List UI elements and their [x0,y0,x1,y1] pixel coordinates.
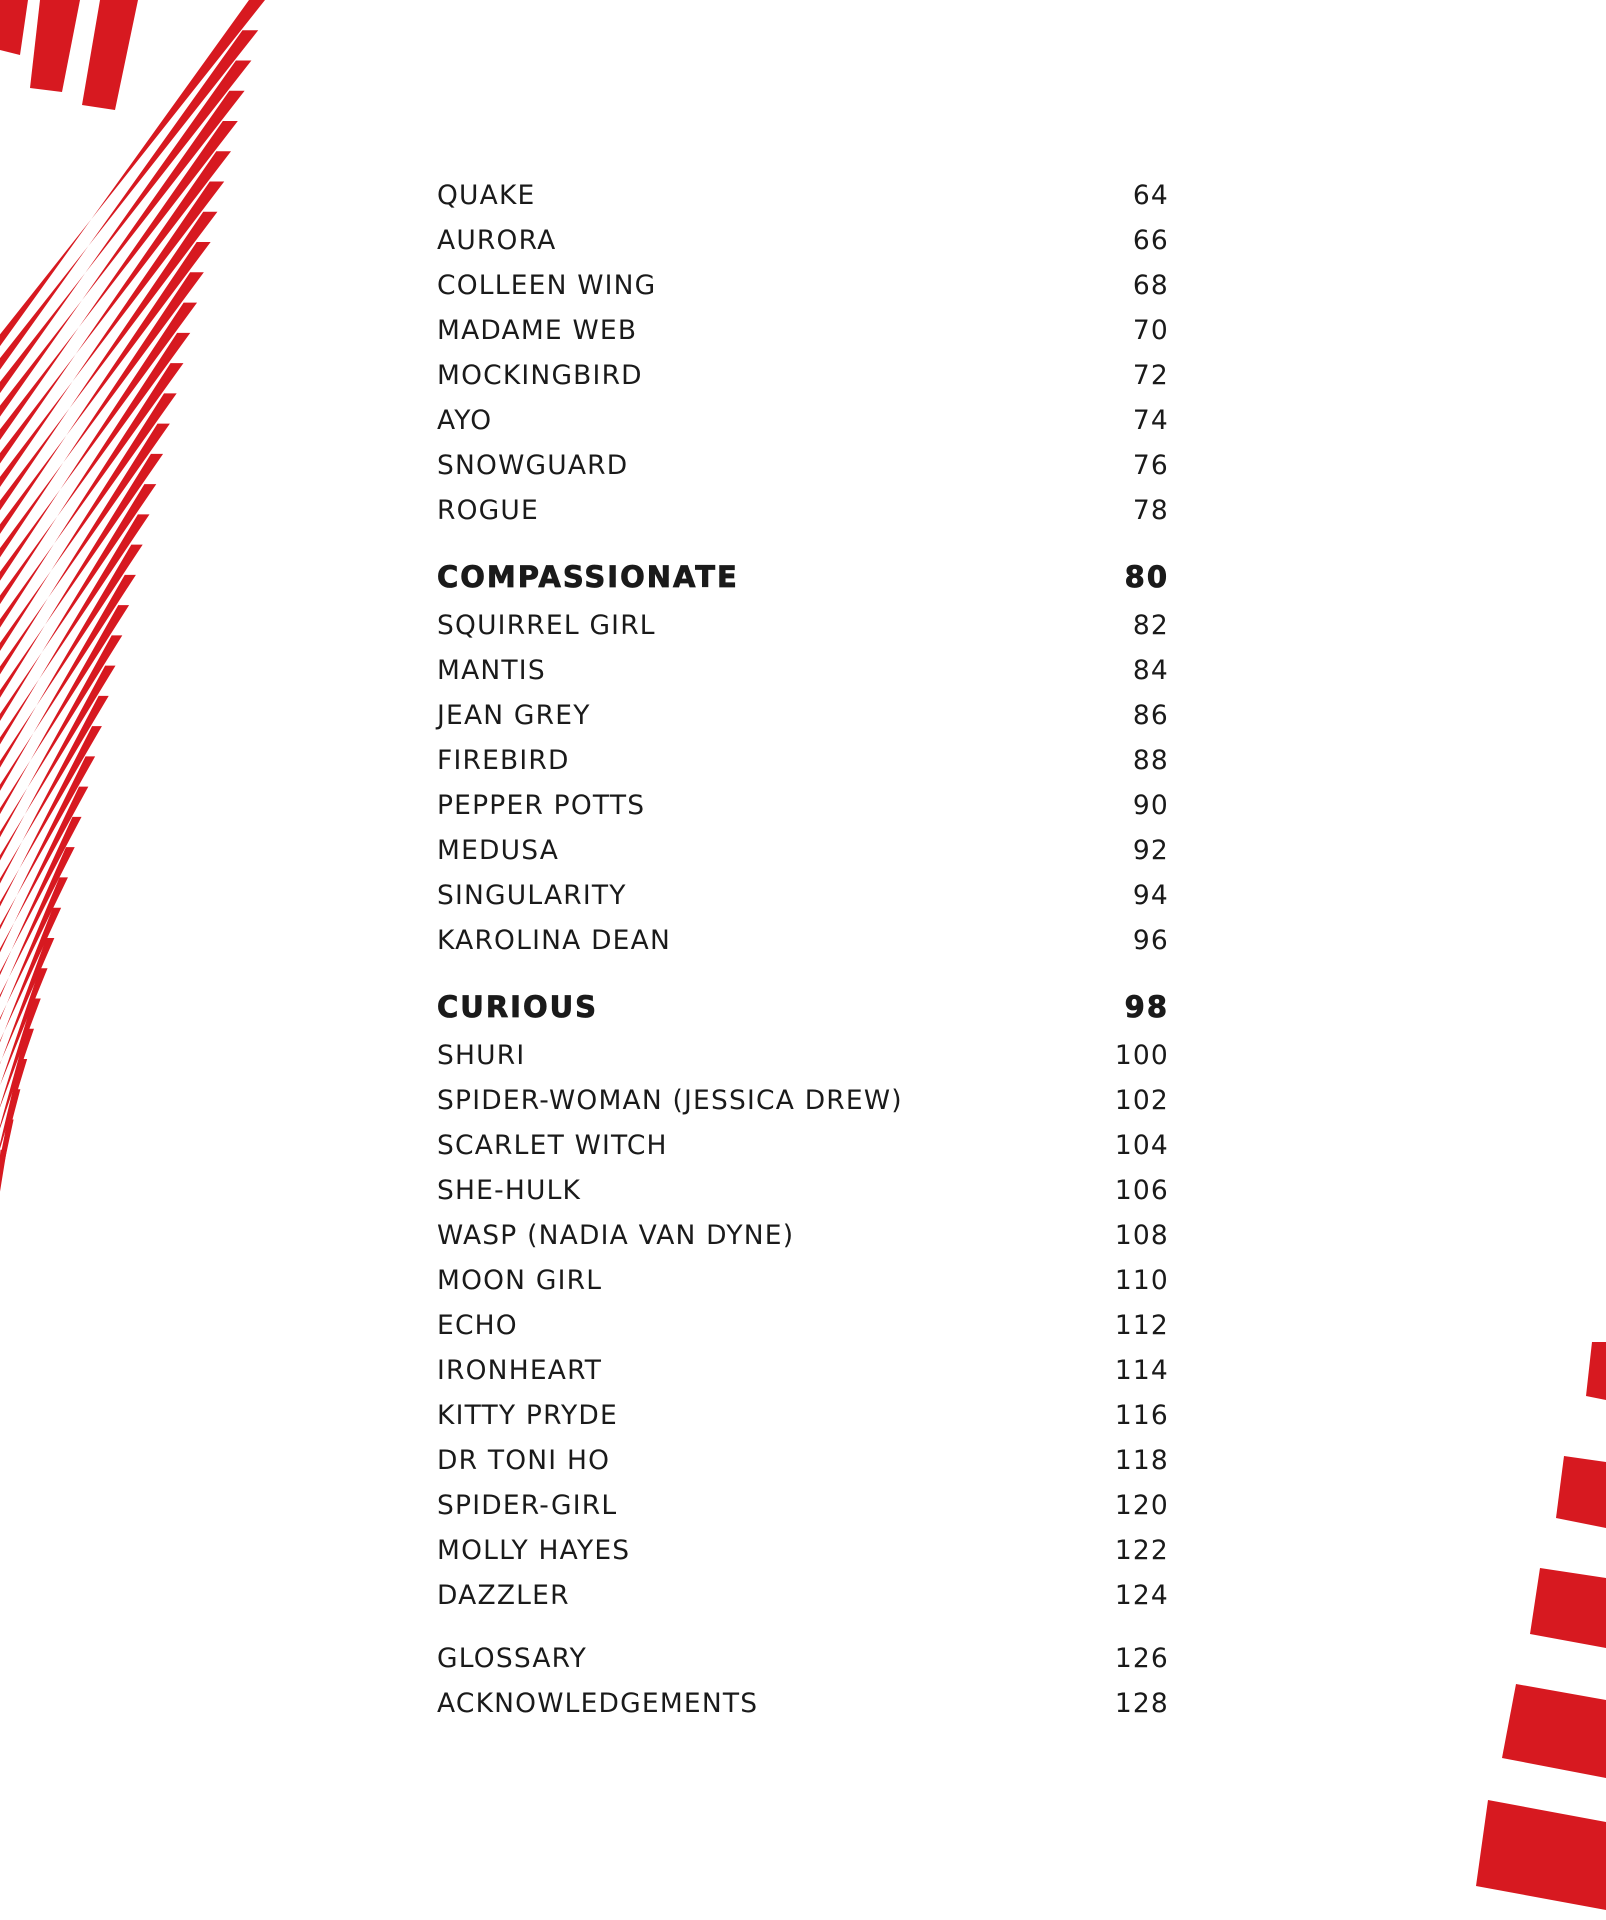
stripe [0,242,211,549]
entry-page: 94 [1132,880,1169,911]
entry-name: JEAN GREY [437,700,591,731]
toc-entry[interactable] [437,443,1169,488]
toc-entry[interactable] [437,648,1169,693]
toc-entry[interactable] [437,353,1169,398]
entry-page: 110 [1114,1265,1169,1296]
entry-name: ACKNOWLEDGEMENTS [437,1688,759,1719]
toc-entry[interactable] [437,1258,1169,1303]
toc-entry[interactable] [437,488,1169,533]
spacer [437,1618,1169,1636]
entry-page: 74 [1132,405,1169,436]
entry-page: 122 [1114,1535,1169,1566]
entry-name: SINGULARITY [437,880,627,911]
entry-name: SCARLET WITCH [437,1130,668,1161]
entry-name: ECHO [437,1310,518,1341]
toc-entry[interactable] [437,693,1169,738]
stripe [1476,1800,1606,1910]
toc-entry[interactable] [437,783,1169,828]
section-title: CURIOUS [437,989,599,1024]
entry-page: 100 [1114,1040,1169,1071]
section-page: 80 [1124,559,1169,594]
stripe [0,0,28,55]
entry-page: 78 [1132,495,1169,526]
entry-name: DR TONI HO [437,1445,611,1476]
entry-name: MOCKINGBIRD [437,360,643,391]
entry-page: 82 [1132,610,1169,641]
entry-page: 84 [1132,655,1169,686]
entry-page: 90 [1132,790,1169,821]
toc-group-compassionate [437,603,1169,963]
stripe [0,1150,7,1257]
toc-entry[interactable] [437,603,1169,648]
entry-page: 116 [1114,1400,1169,1431]
entry-name: AURORA [437,225,557,256]
entry-page: 92 [1132,835,1169,866]
toc-entry[interactable] [437,1636,1169,1681]
toc-entry[interactable] [437,1168,1169,1213]
toc-entry[interactable] [437,1393,1169,1438]
toc-entry[interactable] [437,1123,1169,1168]
toc-group-intro [437,173,1169,533]
entry-name: SPIDER-WOMAN (JESSICA DREW) [437,1085,903,1116]
toc-entry[interactable] [437,1573,1169,1618]
toc-entry[interactable] [437,1348,1169,1393]
entry-page: 106 [1114,1175,1169,1206]
toc-entry[interactable] [437,1033,1169,1078]
entry-name: WASP (NADIA VAN DYNE) [437,1220,795,1251]
entry-page: 102 [1114,1085,1169,1116]
entry-page: 128 [1114,1688,1169,1719]
entry-page: 104 [1114,1130,1169,1161]
entry-page: 88 [1132,745,1169,776]
section-page: 98 [1124,989,1169,1024]
entry-page: 86 [1132,700,1169,731]
entry-page: 70 [1132,315,1169,346]
entry-name: FIREBIRD [437,745,570,776]
entry-page: 114 [1114,1355,1169,1386]
toc-entry[interactable] [437,1681,1169,1726]
stripe [1586,1342,1606,1400]
left-stripe-fan [0,0,265,1280]
toc-entry[interactable] [437,1213,1169,1258]
toc-entry[interactable] [437,918,1169,963]
entry-page: 118 [1114,1445,1169,1476]
stripe [0,726,102,926]
toc-entry[interactable] [437,1078,1169,1123]
entry-page: 76 [1132,450,1169,481]
entry-name: SHURI [437,1040,526,1071]
entry-name: MADAME WEB [437,315,638,346]
entry-name: KITTY PRYDE [437,1400,618,1431]
entry-name: IRONHEART [437,1355,603,1386]
toc-entry[interactable] [437,218,1169,263]
right-stripe-bars [1476,1342,1606,1910]
entry-name: QUAKE [437,180,536,211]
toc-entry[interactable] [437,398,1169,443]
entry-name: MANTIS [437,655,546,686]
entry-name: DAZZLER [437,1580,570,1611]
entry-name: PEPPER POTTS [437,790,646,821]
stripe [1502,1684,1606,1778]
entry-name: SNOWGUARD [437,450,629,481]
table-of-contents [437,173,1169,1726]
entry-page: 96 [1132,925,1169,956]
toc-entry[interactable] [437,173,1169,218]
entry-name: COLLEEN WING [437,270,657,301]
entry-name: AYO [437,405,493,436]
toc-entry[interactable] [437,1303,1169,1348]
toc-entry[interactable] [437,263,1169,308]
entry-page: 112 [1114,1310,1169,1341]
entry-page: 120 [1114,1490,1169,1521]
entry-name: KAROLINA DEAN [437,925,671,956]
entry-page: 124 [1114,1580,1169,1611]
entry-name: SQUIRREL GIRL [437,610,656,641]
toc-group-back-matter [437,1636,1169,1726]
entry-page: 72 [1132,360,1169,391]
entry-name: MOON GIRL [437,1265,603,1296]
stripe [0,363,183,643]
entry-name: ROGUE [437,495,539,526]
toc-group-curious [437,1033,1169,1618]
toc-entry[interactable] [437,873,1169,918]
entry-page: 68 [1132,270,1169,301]
entry-page: 108 [1114,1220,1169,1251]
entry-name: MOLLY HAYES [437,1535,631,1566]
entry-name: GLOSSARY [437,1643,587,1674]
toc-entry[interactable] [437,1438,1169,1483]
toc-entry[interactable] [437,308,1169,353]
entry-page: 126 [1114,1643,1169,1674]
section-heading-compassionate[interactable] [437,550,1169,603]
section-heading-curious[interactable] [437,980,1169,1033]
entry-name: SPIDER-GIRL [437,1490,618,1521]
entry-name: MEDUSA [437,835,560,866]
entry-page: 64 [1132,180,1169,211]
stripe [82,0,138,110]
stripe [1556,1456,1606,1528]
section-title: COMPASSIONATE [437,559,739,594]
toc-entry[interactable] [437,1483,1169,1528]
toc-entry[interactable] [437,1528,1169,1573]
toc-entry[interactable] [437,828,1169,873]
stripe [1530,1568,1606,1648]
entry-name: SHE-HULK [437,1175,582,1206]
toc-entry[interactable] [437,738,1169,783]
stripe [30,0,80,92]
entry-page: 66 [1132,225,1169,256]
